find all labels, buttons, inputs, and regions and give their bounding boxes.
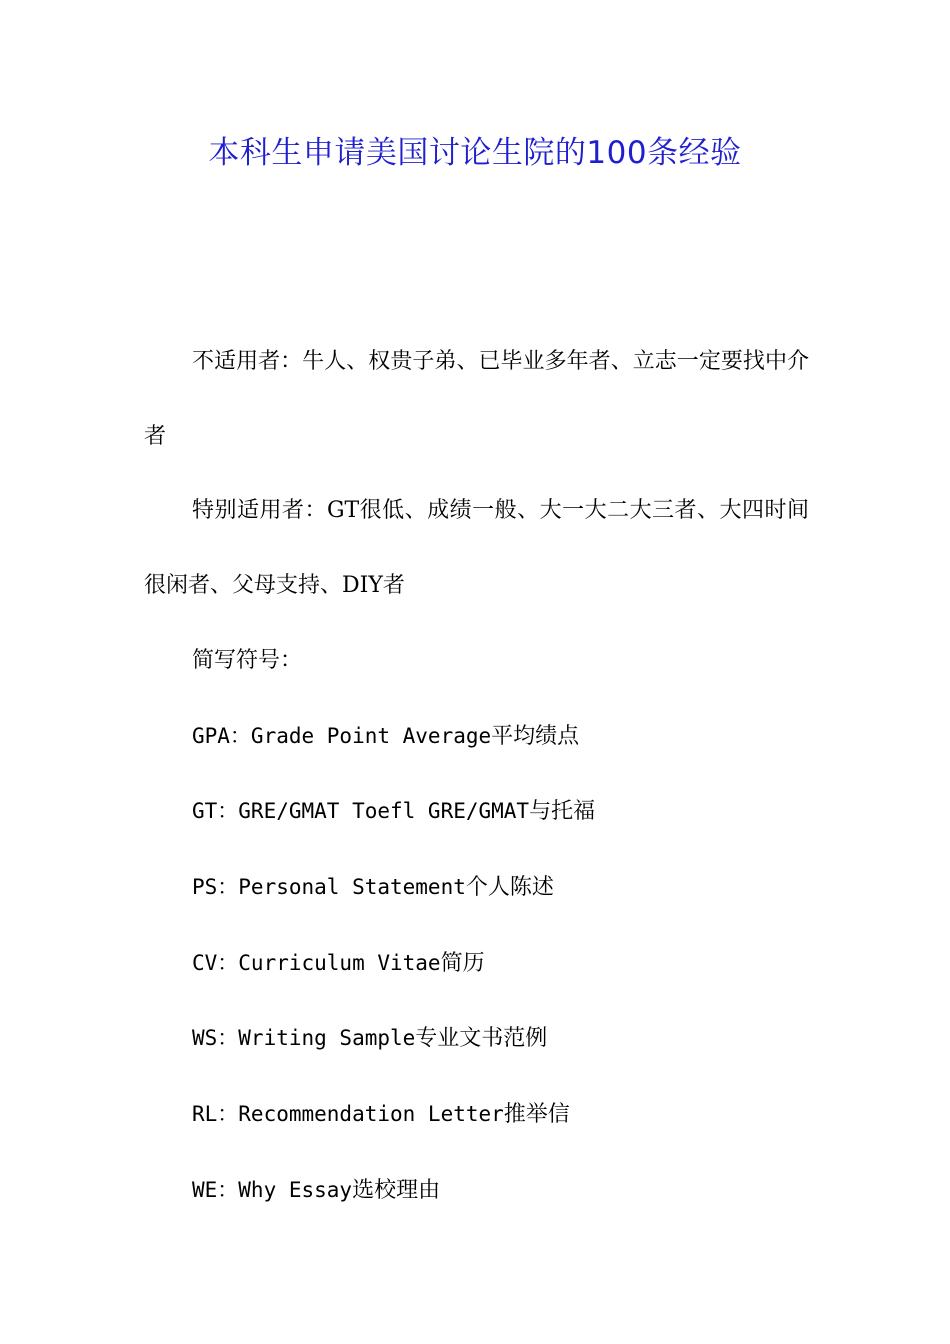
abbreviation-term: PS：Personal Statement <box>192 874 466 899</box>
abbreviation-item <box>144 850 809 926</box>
abbreviation-item <box>144 774 809 850</box>
abbreviation-item <box>144 926 809 1002</box>
abbreviation-term: RL：Recommendation Letter <box>192 1102 504 1127</box>
abbreviation-term: GT：GRE/GMAT Toefl GRE/GMAT <box>192 799 530 824</box>
paragraph-abbreviations-heading: 简写符号： <box>192 647 303 673</box>
abbreviation-item <box>144 1153 809 1229</box>
document-title: 本科生申请美国讨论生院的100条经验 <box>208 135 742 171</box>
abbreviation-item <box>144 1001 809 1077</box>
paragraph-not-applicable: 不适用者：牛人、权贵子弟、已毕业多年者、立志一定要找中介者 <box>144 349 809 449</box>
paragraph-especially-applicable: 特别适用者：GT很低、成绩一般、大一大二大三者、大四时间很闲者、父母支持、DIY者 <box>144 498 809 599</box>
abbreviation-meaning: 与托福 <box>529 799 596 825</box>
abbreviation-term: GPA：Grade Point Average <box>192 723 492 748</box>
abbreviation-item <box>144 699 809 775</box>
abbreviation-meaning: 推举信 <box>503 1102 570 1128</box>
abbreviation-term: WE：Why Essay <box>192 1177 353 1202</box>
abbreviation-term: CV：Curriculum Vitae <box>192 950 441 975</box>
abbreviation-term: WS：Writing Sample <box>192 1026 416 1051</box>
abbreviation-meaning: 个人陈述 <box>465 874 554 900</box>
abbreviation-meaning: 平均绩点 <box>491 723 580 749</box>
abbreviation-meaning: 专业文书范例 <box>415 1026 548 1052</box>
abbreviation-item <box>144 1077 809 1153</box>
document-body <box>144 325 809 1228</box>
abbreviation-meaning: 简历 <box>440 950 485 976</box>
abbreviation-meaning: 选校理由 <box>352 1177 441 1203</box>
